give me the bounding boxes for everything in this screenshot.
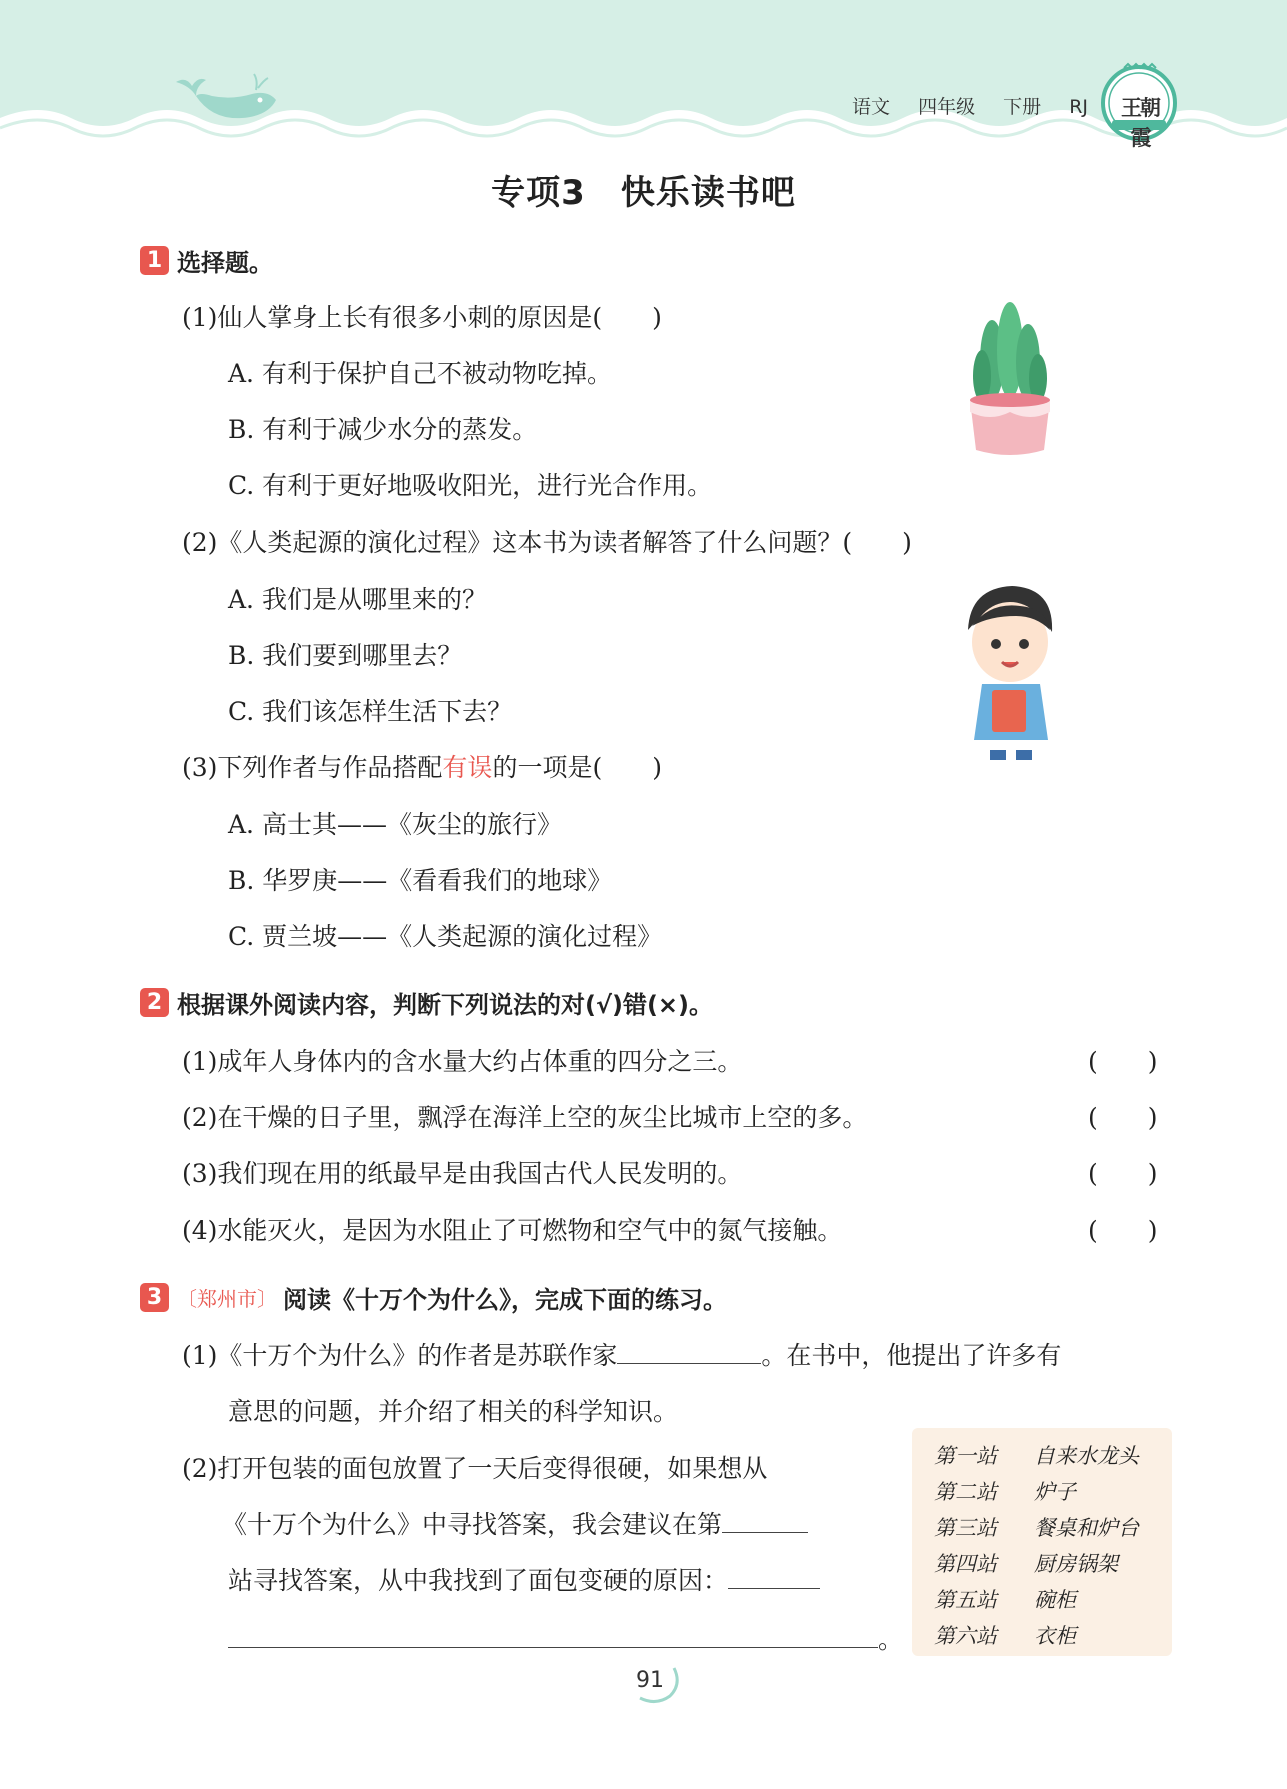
section-number-badge: 3 [140, 1283, 169, 1312]
grade-label: 四年级 [918, 96, 976, 118]
station-row [934, 1548, 1118, 1578]
book-info [852, 92, 1110, 119]
station-number: 第三站 [934, 1516, 997, 1540]
question-text: (1)《十万个为什么》的作者是苏联作家 [182, 1341, 618, 1370]
answer-paren[interactable]: ( ) [1088, 1159, 1158, 1188]
answer-blank[interactable] [228, 1646, 878, 1648]
station-place: 自来水龙头 [1034, 1444, 1139, 1468]
station-row [934, 1512, 1139, 1542]
option-b: B. 华罗庚——《看看我们的地球》 [228, 866, 613, 895]
station-number: 第二站 [934, 1480, 997, 1504]
station-row [934, 1584, 1076, 1614]
option-c: C. 我们该怎样生活下去？ [228, 697, 513, 726]
judgement-item: (3)我们现在用的纸最早是由我国古代人民发明的。 [182, 1159, 743, 1188]
option-a: A. 我们是从哪里来的？ [228, 585, 487, 614]
page-title: 专项3 快乐读书吧 [491, 173, 796, 213]
judgement-item: (1)成年人身体内的含水量大约占体重的四分之三。 [182, 1047, 743, 1076]
question-text: 《十万个为什么》中寻找答案，我会建议在第 [222, 1510, 723, 1539]
section-heading-text: 根据课外阅读内容，判断下列说法的对(√)错(×)。 [177, 991, 713, 1019]
station-place: 餐桌和炉台 [1034, 1516, 1139, 1540]
cactus-illustration [960, 300, 1060, 460]
boy-reading-illustration [960, 580, 1060, 760]
station-place: 炉子 [1034, 1480, 1076, 1504]
question-line: (2)打开包装的面包放置了一天后变得很硬，如果想从 [182, 1454, 768, 1483]
station-number: 第五站 [934, 1588, 997, 1612]
question-line: 意思的问题，并介绍了相关的科学知识。 [228, 1397, 679, 1426]
station-number: 第一站 [934, 1444, 997, 1468]
question-text: 站寻找答案，从中我找到了面包变硬的原因： [228, 1566, 729, 1595]
question-line [182, 1336, 1061, 1372]
question-stem: (1)仙人掌身上长有很多小刺的原因是( ) [182, 303, 662, 332]
option-a: A. 有利于保护自己不被动物吃掉。 [228, 359, 612, 388]
stations-box [912, 1428, 1172, 1656]
option-b: B. 我们要到哪里去？ [228, 641, 463, 670]
page-number: 91 [636, 1668, 664, 1693]
stem-text: 的一项是( ) [492, 753, 662, 782]
edition-label: RJ [1069, 96, 1088, 118]
section-number-badge: 1 [140, 246, 169, 275]
question-line [228, 1561, 820, 1597]
question-line [228, 1620, 903, 1656]
station-row [934, 1620, 1076, 1650]
question-text: 。 [878, 1625, 904, 1654]
question-stem: (2)《人类起源的演化过程》这本书为读者解答了什么问题？( ) [182, 528, 912, 557]
option-b: B. 有利于减少水分的蒸发。 [228, 415, 538, 444]
section-number-badge: 2 [140, 988, 169, 1017]
station-row [934, 1476, 1076, 1506]
page-header [0, 0, 1287, 150]
section-heading-text: 选择题。 [177, 249, 273, 277]
answer-blank[interactable] [728, 1587, 820, 1589]
station-place: 衣柜 [1034, 1624, 1076, 1648]
answer-blank[interactable] [617, 1362, 761, 1364]
section-1-heading [140, 243, 273, 278]
stem-text: (3)下列作者与作品搭配 [182, 753, 443, 782]
section-heading-text: 阅读《十万个为什么》，完成下面的练习。 [283, 1286, 727, 1314]
subject-label: 语文 [852, 96, 891, 118]
option-a: A. 高士其——《灰尘的旅行》 [228, 810, 562, 839]
region-tag: 〔郑州市〕 [177, 1287, 277, 1311]
section-2-heading [140, 985, 713, 1020]
question-stem [182, 748, 662, 784]
station-row [934, 1440, 1139, 1470]
whale-icon [172, 70, 282, 130]
option-c: C. 有利于更好地吸收阳光，进行光合作用。 [228, 471, 713, 500]
answer-paren[interactable]: ( ) [1088, 1103, 1158, 1132]
station-number: 第四站 [934, 1552, 997, 1576]
judgement-item: (2)在干燥的日子里，飘浮在海洋上空的灰尘比城市上空的多。 [182, 1103, 868, 1132]
brand-name: 王朝霞 [1121, 95, 1159, 150]
section-3-heading [140, 1280, 727, 1315]
answer-paren[interactable]: ( ) [1088, 1216, 1158, 1245]
answer-blank[interactable] [722, 1531, 808, 1533]
volume-label: 下册 [1003, 96, 1042, 118]
question-line [222, 1505, 808, 1541]
station-place: 厨房锅架 [1034, 1552, 1118, 1576]
option-c: C. 贾兰坡——《人类起源的演化过程》 [228, 922, 663, 951]
answer-paren[interactable]: ( ) [1088, 1047, 1158, 1076]
question-text: 。在书中，他提出了许多有 [761, 1341, 1062, 1370]
station-number: 第六站 [934, 1624, 997, 1648]
station-place: 碗柜 [1034, 1588, 1076, 1612]
judgement-item: (4)水能灭火，是因为水阻止了可燃物和空气中的氮气接触。 [182, 1216, 843, 1245]
stem-highlight: 有误 [442, 753, 493, 782]
